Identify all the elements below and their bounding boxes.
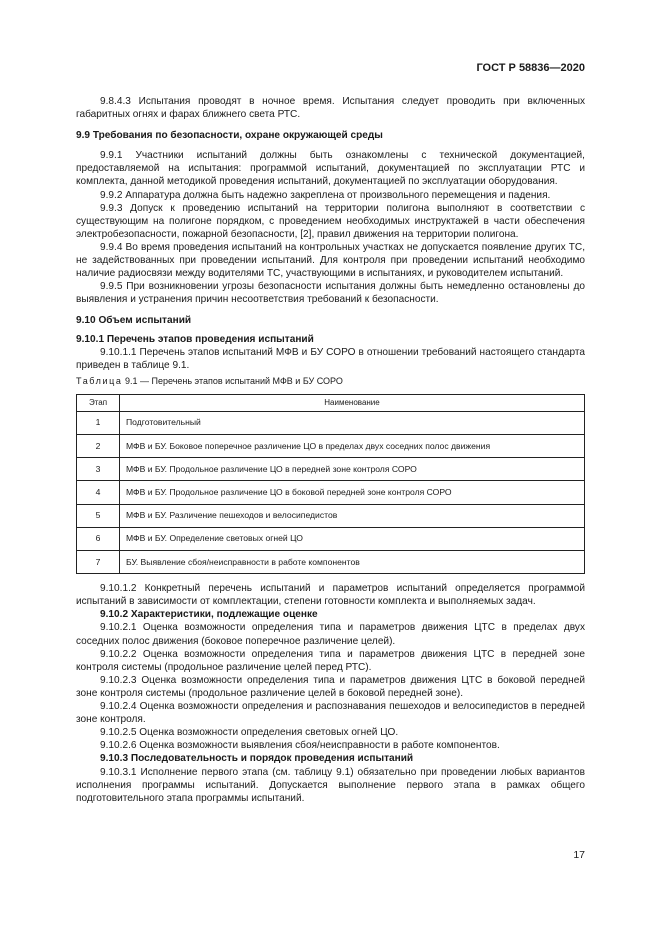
- cell-name: Подготовительный: [120, 411, 585, 434]
- cell-name: МФВ и БУ. Продольное различение ЦО в передней зоне контроля СОРО: [120, 458, 585, 481]
- paragraph-9-9-2: 9.9.2 Аппаратура должна быть надежно закреплена от произвольного перемещения и падения.: [100, 189, 551, 201]
- table-header-row: [77, 394, 585, 411]
- cell-stage: 2: [77, 435, 120, 458]
- col-header-stage: Этап: [77, 394, 120, 411]
- subsection-9-10-3-title: 9.10.3 Последовательность и порядок проведения испытаний: [100, 753, 414, 765]
- cell-name: МФВ и БУ. Боковое поперечное различение ЦО в пределах двух соседних полос движения: [120, 435, 585, 458]
- cell-name: МФВ и БУ. Различение пешеходов и велосипедистов: [120, 504, 585, 527]
- table-row: [77, 458, 585, 481]
- paragraph-9-9-5: 9.9.5 При возникновении угрозы безопасности испытания должны быть немедленно остановлены до выявления и устранения причин несоответствия требований к безопасности.: [76, 281, 585, 306]
- cell-stage: 3: [77, 458, 120, 481]
- subsection-9-10-1-title: 9.10.1 Перечень этапов проведения испытаний: [76, 333, 314, 345]
- section-9-9-title: 9.9 Требования по безопасности, охране окружающей среды: [76, 130, 383, 142]
- paragraph-9-10-2-3: 9.10.2.3 Оценка возможности определения типа и параметров движения ЦТС в боковой передней зоне контроля системы (продольное различение целей в боковой передней зоне).: [76, 674, 585, 699]
- table-row: [77, 527, 585, 550]
- paragraph-9-10-2-2: 9.10.2.2 Оценка возможности определения типа и параметров движения ЦТС в передней зоне контроля системы (продольное различение целей перед РТС).: [76, 648, 585, 673]
- subsection-9-10-2-title: 9.10.2 Характеристики, подлежащие оценке: [100, 609, 318, 621]
- paragraph-9-10-1-2: 9.10.1.2 Конкретный перечень испытаний и параметров испытаний определяется программой испытаний в зависимости от комплектации, степени готовности комплекта и выполняемых задач.: [76, 583, 585, 608]
- paragraph-9-10-2-6: 9.10.2.6 Оценка возможности выявления сбоя/неисправности в работе компонентов.: [100, 740, 500, 752]
- cell-name: МФВ и БУ. Определение световых огней ЦО: [120, 527, 585, 550]
- paragraph-9-10-2-4: 9.10.2.4 Оценка возможности определения и распознавания пешеходов и велосипедистов в передней зоне контроля.: [76, 701, 585, 726]
- paragraph-9-10-3-1: 9.10.3.1 Исполнение первого этапа (см. таблицу 9.1) обязательно при проведении любых вариантов исполнения программы испытаний. Допускается выполнение первого этапа в рамках общего подготовительного этапа программы испытаний.: [76, 766, 585, 804]
- table-row: [77, 551, 585, 574]
- paragraph-9-10-2-5: 9.10.2.5 Оценка возможности определения световых огней ЦО.: [100, 727, 399, 739]
- cell-stage: 5: [77, 504, 120, 527]
- paragraph-9-9-1: 9.9.1 Участники испытаний должны быть ознакомлены с технической документацией, предоставляемой на испытания: программой испытаний, документацией по эксплуатации РТС и комплекта, данной методикой проведения испытаний, документацией по эксплуатации оборудования.: [76, 150, 585, 188]
- cell-stage: 6: [77, 527, 120, 550]
- paragraph-9-10-2-1: 9.10.2.1 Оценка возможности определения типа и параметров движения ЦТС в пределах двух соседних полос движения (боковое поперечное различение целей).: [76, 622, 585, 647]
- table-row: [77, 435, 585, 458]
- page-number: 17: [573, 849, 585, 861]
- table-row: [77, 481, 585, 504]
- cell-name: БУ. Выявление сбоя/неисправности в работе компонентов: [120, 551, 585, 574]
- table-caption-text: 9.1 — Перечень этапов испытаний МФВ и БУ СОРО: [122, 375, 343, 386]
- section-9-10-title: 9.10 Объем испытаний: [76, 315, 192, 327]
- cell-name: МФВ и БУ. Продольное различение ЦО в боковой передней зоне контроля СОРО: [120, 481, 585, 504]
- col-header-name: Наименование: [120, 394, 585, 411]
- cell-stage: 4: [77, 481, 120, 504]
- table-row: [77, 504, 585, 527]
- paragraph-9-9-4: 9.9.4 Во время проведения испытаний на контрольных участках не допускается появление других ТС, не задействованных при проведении испытаний. Для контроля при проведении испытаний необходимо наличие радиосвязи между водителями ТС, участвующими в испытаниях, и руководителем испытаний.: [76, 241, 585, 280]
- table-row: [77, 411, 585, 434]
- paragraph-9-8-4-3: 9.8.4.3 Испытания проводят в ночное время. Испытания следует проводить при включенных габаритных огнях и фарах ближнего света РТС.: [76, 96, 585, 121]
- standard-header: ГОСТ Р 58836—2020: [476, 62, 585, 74]
- paragraph-9-9-3: 9.9.3 Допуск к проведению испытаний на территории полигона выполняют в соответствии с существующим на полигоне порядком, с проведением необходимых инструктажей в части обеспечения электробезопасности, пожарной безопасности, [2], правил движения на территории полигона.: [76, 202, 585, 240]
- cell-stage: 7: [77, 551, 120, 574]
- table-caption-word: Таблица: [76, 375, 123, 386]
- table-caption: [76, 375, 585, 388]
- paragraph-9-10-1-1: 9.10.1.1 Перечень этапов испытаний МФВ и БУ СОРО в отношении требований настоящего стандарта приведен в таблице 9.1.: [76, 346, 585, 371]
- stages-table: [76, 394, 585, 574]
- cell-stage: 1: [77, 411, 120, 434]
- page-content: [76, 95, 585, 805]
